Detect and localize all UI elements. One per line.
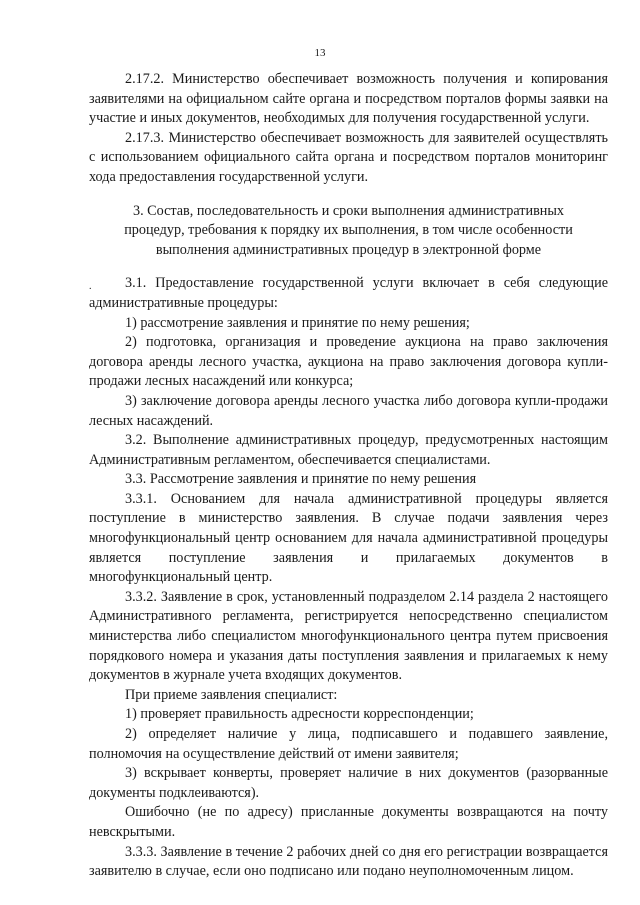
list-item: 1) рассмотрение заявления и принятие по нему решения; (125, 314, 470, 331)
paragraph-intake-intro: При приеме заявления специалист: (125, 686, 338, 703)
section-heading: 3. Состав, последовательность и сроки выполнения административных процедур, требования к порядку их выполнения, в том числе особенности выполнения административных процедур в электронной форме (124, 202, 573, 258)
list-item: 3) заключение договора аренды лесного участка либо договора купли-продажи лесных насаждений. (89, 392, 608, 429)
paragraph-3-1: 3.1. Предоставление государственной услуги включает в себя следующие административные процедуры: (89, 275, 608, 311)
paragraph-3-3-3: 3.3.3. Заявление в течение 2 рабочих дней со дня его регистрации возвращается заявителю в случае, если оно подписано или подано неуполномоченным лицом. (89, 843, 608, 880)
paragraph-2-17-2: 2.17.2. Министерство обеспечивает возможность получения и копирования заявителями на официальном сайте органа и посредством порталов формы заявки на участие и иных документов, необходимых для получения государственной услуги. (89, 71, 608, 127)
page-number: 13 (314, 47, 326, 59)
list-item: 1) проверяет правильность адресности корреспонденции; (125, 706, 474, 723)
subsection-heading-3-3: 3.3. Рассмотрение заявления и принятие по нему решения (125, 471, 477, 488)
stray-mark: . (89, 281, 92, 292)
list-item: 2) определяет наличие у лица, подписавшего и подавшего заявление, полномочия на осуществление действий от имени заявителя; (89, 726, 608, 762)
paragraph-misdirected: Ошибочно (не по адресу) присланные документы возвращаются на почту невскрытыми. (89, 804, 608, 840)
paragraph-3-3-2: 3.3.2. Заявление в срок, установленный подразделом 2.14 раздела 2 настоящего Административного регламента, регистрируется непосредственно специалистом министерства либо специалистом многофункционального центра путем присвоения порядкового номера и указания даты поступления заявления и прилагаемых к нему документов в журнале учета входящих документов. (89, 588, 608, 684)
list-item: 2) подготовка, организация и проведение аукциона на право заключения договора аренды лесного участка, аукциона на право заключения договора купли-продажи лесных насаждений или конкурса; (89, 334, 608, 390)
paragraph-3-2: 3.2. Выполнение административных процедур, предусмотренных настоящим Административным регламентом, обеспечивается специалистами. (89, 432, 608, 468)
list-item: 3) вскрывает конверты, проверяет наличие в них документов (разорванные документы подклеиваются). (89, 765, 608, 801)
paragraph-3-3-1: 3.3.1. Основанием для начала административной процедуры является поступление в министерство заявления. В случае подачи заявления через многофункциональный центр основанием для начала административной процедуры является поступление заявления и прилагаемых документов в многофункциональный центр. (89, 490, 608, 586)
paragraph-2-17-3: 2.17.3. Министерство обеспечивает возможность для заявителей осуществлять с использованием официального сайта органа и посредством порталов мониторинг хода предоставления государственной услуги. (89, 129, 608, 185)
page-body (89, 70, 608, 882)
